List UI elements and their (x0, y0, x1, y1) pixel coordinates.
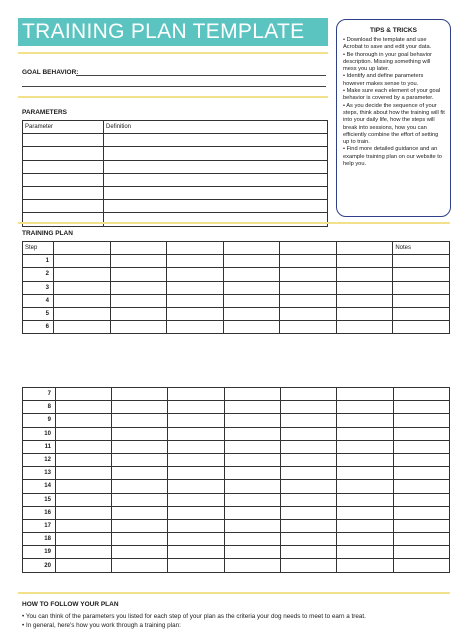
col-header-notes: Notes (393, 242, 450, 255)
plan-cell[interactable] (168, 388, 224, 401)
plan-cell[interactable] (224, 427, 280, 440)
plan-cell[interactable] (281, 414, 337, 427)
plan-cell[interactable] (110, 294, 167, 307)
step-number: 2 (23, 268, 54, 281)
plan-cell[interactable] (168, 440, 224, 453)
table-header-row (23, 121, 328, 134)
tip-item: • Make sure each element of your goal behavior is covered by a parameter. (343, 88, 441, 102)
step-number: 18 (23, 533, 56, 546)
plan-cell[interactable] (337, 414, 393, 427)
plan-cell[interactable] (53, 255, 110, 268)
plan-cell[interactable] (224, 493, 280, 506)
step-number: 3 (23, 281, 54, 294)
plan-cell[interactable] (281, 427, 337, 440)
plan-cell[interactable] (168, 414, 224, 427)
divider (18, 52, 328, 54)
plan-cell[interactable] (336, 281, 393, 294)
plan-cell[interactable] (53, 321, 110, 334)
table-row[interactable] (23, 307, 450, 320)
plan-cell[interactable] (224, 506, 280, 519)
plan-cell[interactable] (110, 281, 167, 294)
plan-cell[interactable] (112, 427, 168, 440)
plan-cell[interactable] (224, 467, 280, 480)
plan-cell[interactable] (224, 519, 280, 532)
plan-cell[interactable] (393, 559, 449, 572)
table-row[interactable] (23, 134, 328, 147)
goal-behavior-field-line2[interactable] (22, 86, 326, 87)
plan-cell[interactable] (393, 533, 449, 546)
plan-cell[interactable] (393, 321, 450, 334)
step-number: 7 (23, 388, 56, 401)
plan-cell[interactable] (167, 307, 224, 320)
plan-cell[interactable] (281, 519, 337, 532)
plan-cell[interactable] (336, 294, 393, 307)
tip-item: • Find more detailed guidance and an example training plan on our website to help you. (343, 146, 442, 168)
plan-cell[interactable] (224, 414, 280, 427)
plan-cell[interactable] (337, 546, 393, 559)
plan-cell[interactable] (281, 440, 337, 453)
table-row[interactable] (23, 493, 450, 506)
plan-cell[interactable] (168, 480, 224, 493)
plan-cell[interactable] (167, 321, 224, 334)
plan-cell[interactable] (393, 294, 450, 307)
plan-cell[interactable] (112, 480, 168, 493)
plan-cell[interactable] (281, 453, 337, 466)
plan-cell[interactable] (336, 268, 393, 281)
plan-cell[interactable] (224, 401, 280, 414)
table-row[interactable] (23, 546, 450, 559)
step-number: 12 (23, 453, 56, 466)
plan-cell[interactable] (393, 546, 449, 559)
col-header-definition: Definition (104, 121, 328, 134)
plan-cell[interactable] (337, 427, 393, 440)
goal-behavior-field[interactable] (76, 75, 326, 76)
table-row[interactable] (23, 388, 450, 401)
plan-cell[interactable] (393, 388, 449, 401)
step-number: 20 (23, 559, 56, 572)
plan-cell[interactable] (112, 519, 168, 532)
plan-cell[interactable] (393, 480, 449, 493)
plan-cell[interactable] (337, 453, 393, 466)
plan-cell[interactable] (337, 401, 393, 414)
plan-cell[interactable] (168, 401, 224, 414)
plan-cell[interactable] (168, 519, 224, 532)
table-row[interactable] (23, 480, 450, 493)
table-row[interactable] (23, 519, 450, 532)
plan-cell[interactable] (55, 493, 111, 506)
table-row[interactable] (23, 414, 450, 427)
plan-cell[interactable] (167, 255, 224, 268)
plan-cell[interactable] (55, 453, 111, 466)
table-row[interactable] (23, 147, 328, 160)
plan-cell[interactable] (168, 467, 224, 480)
plan-cell[interactable] (168, 546, 224, 559)
table-row[interactable] (23, 467, 450, 480)
parameters-table (22, 120, 328, 227)
plan-cell[interactable] (281, 559, 337, 572)
table-row[interactable] (23, 173, 328, 186)
plan-cell[interactable] (223, 307, 280, 320)
tips-title: TIPS & TRICKS (370, 27, 417, 34)
plan-cell[interactable] (336, 321, 393, 334)
plan-cell[interactable] (110, 255, 167, 268)
plan-cell[interactable] (224, 559, 280, 572)
parameters-heading: PARAMETERS (22, 109, 68, 116)
plan-cell[interactable] (393, 307, 450, 320)
plan-cell[interactable] (223, 255, 280, 268)
plan-cell[interactable] (53, 307, 110, 320)
plan-cell[interactable] (224, 453, 280, 466)
plan-cell[interactable] (281, 533, 337, 546)
plan-cell[interactable] (336, 307, 393, 320)
plan-cell[interactable] (280, 321, 337, 334)
plan-cell[interactable] (281, 546, 337, 559)
plan-cell[interactable] (224, 480, 280, 493)
plan-cell[interactable] (280, 255, 337, 268)
plan-cell[interactable] (223, 321, 280, 334)
plan-cell[interactable] (393, 440, 449, 453)
plan-cell[interactable] (112, 546, 168, 559)
divider (18, 592, 450, 594)
plan-cell[interactable] (393, 467, 449, 480)
plan-cell[interactable] (168, 506, 224, 519)
plan-cell[interactable] (168, 453, 224, 466)
training-plan-table (22, 241, 450, 334)
plan-cell[interactable] (112, 401, 168, 414)
table-row[interactable] (23, 268, 450, 281)
plan-cell[interactable] (55, 506, 111, 519)
plan-cell[interactable] (55, 414, 111, 427)
plan-cell[interactable] (112, 559, 168, 572)
plan-cell[interactable] (168, 493, 224, 506)
plan-cell[interactable] (168, 427, 224, 440)
step-number: 10 (23, 427, 56, 440)
plan-cell[interactable] (55, 546, 111, 559)
plan-cell[interactable] (110, 321, 167, 334)
table-row[interactable] (23, 559, 450, 572)
plan-cell[interactable] (281, 388, 337, 401)
plan-cell[interactable] (53, 268, 110, 281)
plan-cell[interactable] (112, 506, 168, 519)
plan-cell[interactable] (393, 519, 449, 532)
plan-cell[interactable] (223, 294, 280, 307)
plan-cell[interactable] (53, 294, 110, 307)
plan-cell[interactable] (281, 480, 337, 493)
goal-behavior-label: GOAL BEHAVIOR: (22, 69, 79, 76)
plan-cell[interactable] (393, 255, 450, 268)
plan-cell[interactable] (55, 401, 111, 414)
plan-cell[interactable] (337, 440, 393, 453)
col-header-blank (280, 242, 337, 255)
plan-cell[interactable] (167, 281, 224, 294)
tips-panel (336, 19, 451, 217)
plan-cell[interactable] (281, 493, 337, 506)
step-number: 19 (23, 546, 56, 559)
plan-cell[interactable] (55, 519, 111, 532)
plan-cell[interactable] (393, 414, 449, 427)
col-header-blank (167, 242, 224, 255)
table-row[interactable] (23, 533, 450, 546)
step-number: 4 (23, 294, 54, 307)
col-header-blank (53, 242, 110, 255)
col-header-blank (110, 242, 167, 255)
plan-cell[interactable] (55, 559, 111, 572)
plan-cell[interactable] (393, 427, 449, 440)
table-row[interactable] (23, 453, 450, 466)
step-number: 5 (23, 307, 54, 320)
table-row[interactable] (23, 281, 450, 294)
plan-cell[interactable] (53, 281, 110, 294)
page-title: TRAINING PLAN TEMPLATE (22, 20, 305, 43)
plan-cell[interactable] (393, 268, 450, 281)
plan-cell[interactable] (112, 453, 168, 466)
plan-cell[interactable] (337, 480, 393, 493)
plan-cell[interactable] (393, 493, 449, 506)
how-to-line: • You can think of the parameters you listed for each step of your plan as the criteria your dog needs to meet to earn a treat. (22, 613, 366, 620)
step-number: 16 (23, 506, 56, 519)
tip-item: • Identify and define parameters however makes sense to you. (343, 73, 424, 87)
step-number: 6 (23, 321, 54, 334)
table-header-row (23, 242, 450, 255)
plan-cell[interactable] (168, 559, 224, 572)
step-number: 17 (23, 519, 56, 532)
step-number: 13 (23, 467, 56, 480)
plan-cell[interactable] (280, 307, 337, 320)
how-to-line: • In general, here's how you work through a training plan: (22, 622, 181, 629)
plan-cell[interactable] (281, 506, 337, 519)
plan-cell[interactable] (224, 388, 280, 401)
table-row[interactable] (23, 213, 328, 226)
plan-cell[interactable] (112, 533, 168, 546)
plan-cell[interactable] (337, 533, 393, 546)
plan-cell[interactable] (110, 307, 167, 320)
tip-item: • Be thorough in your goal behavior description. Missing something will mess you up later. (343, 51, 432, 73)
plan-cell[interactable] (393, 401, 449, 414)
table-row[interactable] (23, 160, 328, 173)
step-number: 11 (23, 440, 56, 453)
plan-cell[interactable] (55, 427, 111, 440)
col-header-blank (223, 242, 280, 255)
plan-cell[interactable] (280, 281, 337, 294)
plan-cell[interactable] (167, 294, 224, 307)
plan-cell[interactable] (55, 467, 111, 480)
plan-cell[interactable] (280, 268, 337, 281)
plan-cell[interactable] (223, 281, 280, 294)
plan-cell[interactable] (281, 401, 337, 414)
tip-item: • Download the template and use Acrobat to save and edit your data. (343, 37, 432, 51)
plan-cell[interactable] (112, 388, 168, 401)
plan-cell[interactable] (112, 467, 168, 480)
col-header-blank (336, 242, 393, 255)
plan-cell[interactable] (110, 268, 167, 281)
plan-cell[interactable] (112, 414, 168, 427)
plan-cell[interactable] (337, 506, 393, 519)
divider (18, 96, 328, 98)
plan-cell[interactable] (224, 533, 280, 546)
tip-item: • As you decide the sequence of your steps, think about how the training will fit into your daily life, how the steps will break into sessions, how you can efficiently combine the effort of setting up to train. (343, 102, 445, 146)
plan-cell[interactable] (393, 281, 450, 294)
plan-cell[interactable] (168, 533, 224, 546)
table-row[interactable] (23, 440, 450, 453)
step-number: 9 (23, 414, 56, 427)
plan-cell[interactable] (337, 467, 393, 480)
step-number: 1 (23, 255, 54, 268)
plan-cell[interactable] (224, 546, 280, 559)
step-number: 8 (23, 401, 56, 414)
col-header-step: Step (23, 242, 54, 255)
table-row[interactable] (23, 294, 450, 307)
plan-cell[interactable] (112, 493, 168, 506)
table-row[interactable] (23, 186, 328, 199)
how-to-heading: HOW TO FOLLOW YOUR PLAN (22, 601, 119, 608)
plan-cell[interactable] (55, 388, 111, 401)
plan-cell[interactable] (337, 559, 393, 572)
table-row[interactable] (23, 506, 450, 519)
training-plan-table-continued (22, 387, 450, 573)
plan-cell[interactable] (55, 440, 111, 453)
how-to-text (22, 612, 366, 630)
plan-cell[interactable] (112, 440, 168, 453)
table-row[interactable] (23, 427, 450, 440)
plan-cell[interactable] (55, 533, 111, 546)
plan-cell[interactable] (393, 506, 449, 519)
table-row[interactable] (23, 255, 450, 268)
col-header-parameter: Parameter (23, 121, 104, 134)
training-plan-heading: TRAINING PLAN (22, 230, 73, 237)
plan-cell[interactable] (337, 519, 393, 532)
table-row[interactable] (23, 321, 450, 334)
table-row[interactable] (23, 401, 450, 414)
table-row[interactable] (23, 200, 328, 213)
tips-list (343, 37, 445, 168)
plan-cell[interactable] (280, 294, 337, 307)
plan-cell[interactable] (55, 480, 111, 493)
plan-cell[interactable] (336, 255, 393, 268)
plan-cell[interactable] (167, 268, 224, 281)
divider (18, 222, 450, 224)
plan-cell[interactable] (223, 268, 280, 281)
plan-cell[interactable] (337, 388, 393, 401)
plan-cell[interactable] (337, 493, 393, 506)
plan-cell[interactable] (224, 440, 280, 453)
step-number: 14 (23, 480, 56, 493)
plan-cell[interactable] (393, 453, 449, 466)
plan-cell[interactable] (281, 467, 337, 480)
step-number: 15 (23, 493, 56, 506)
